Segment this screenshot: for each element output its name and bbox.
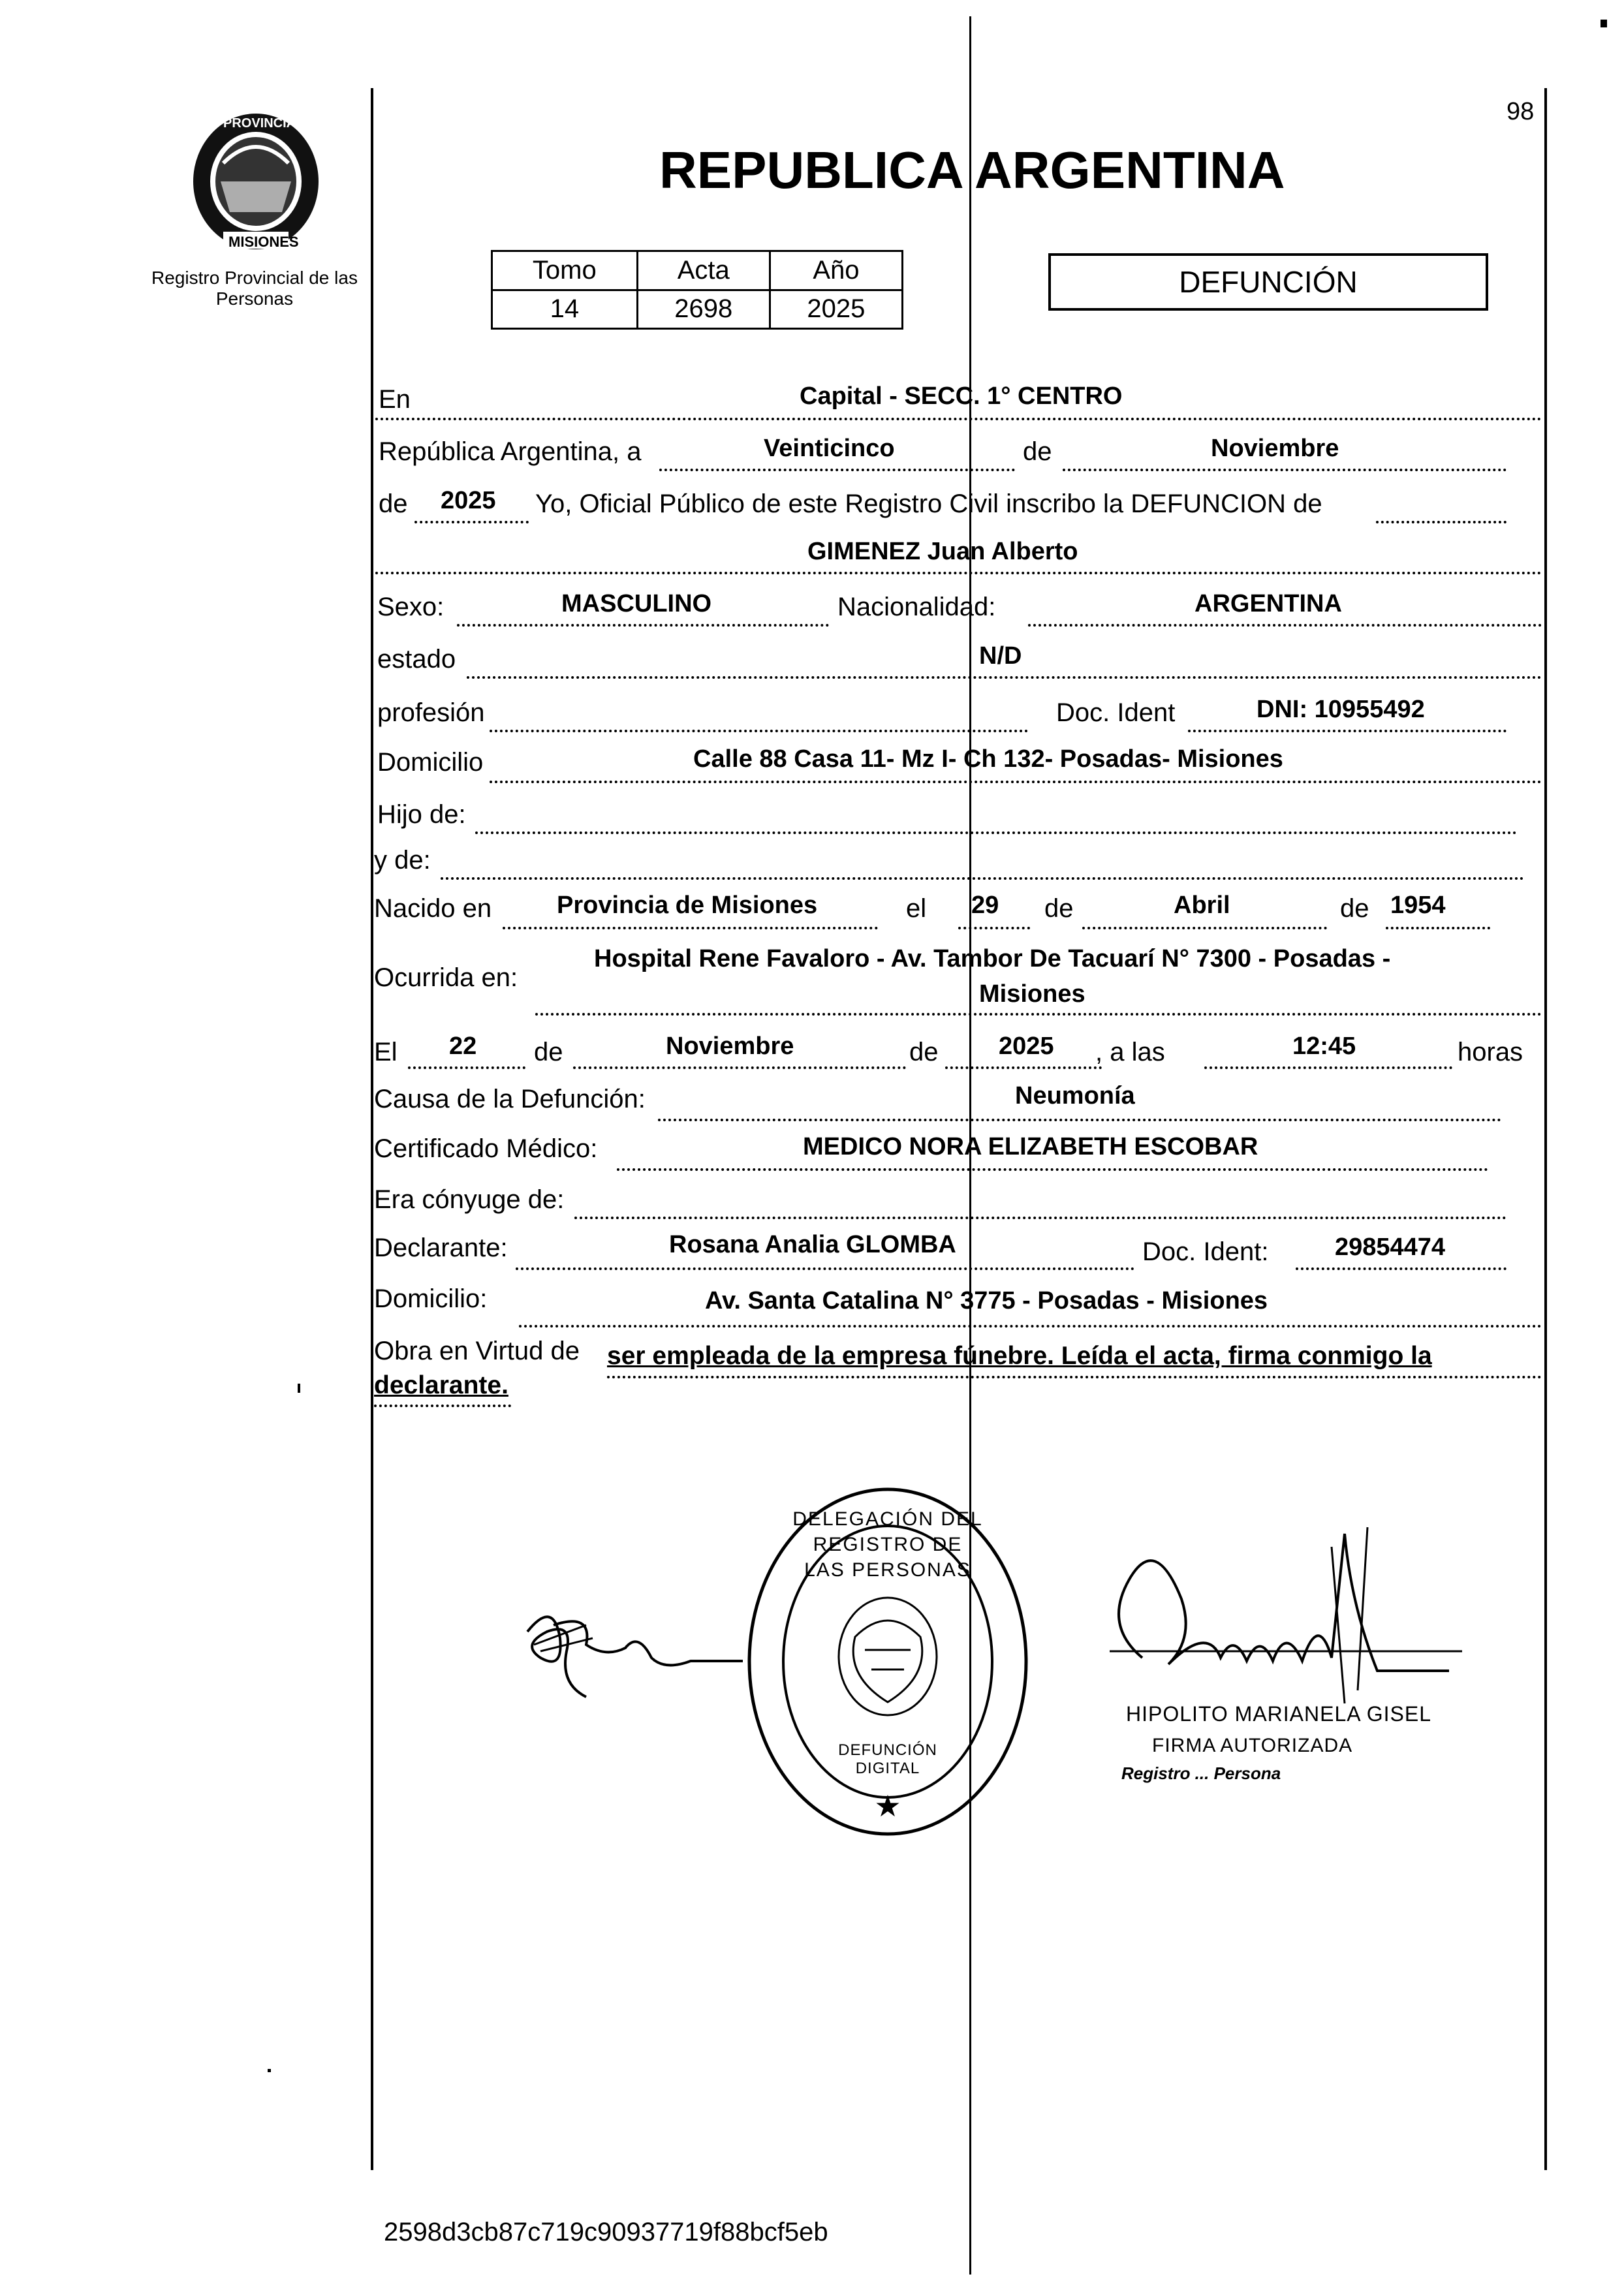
year-prefix-label: de [379,489,408,518]
dotted-line [574,1217,1507,1219]
signer-role: FIRMA AUTORIZADA [1152,1735,1353,1756]
dotted-line [475,831,1517,834]
dotted-line [535,1013,1542,1016]
doc-ident2-label: Doc. Ident: [1142,1237,1269,1266]
birth-day-value: 29 [971,892,999,919]
ocurrida-label: Ocurrida en: [374,963,518,992]
causa-value: Neumonía [1015,1082,1135,1110]
horas-label: horas [1458,1038,1523,1066]
dotted-line [573,1066,906,1069]
birth-year-value: 1954 [1390,892,1446,919]
registry-logo [184,104,328,256]
header-acta: Acta [637,251,770,290]
registry-name: Registro Provincial de las Personas [151,268,358,309]
de4-label: de [534,1038,563,1066]
nacionalidad-value: ARGENTINA [1195,590,1342,617]
estado-value: N/D [979,642,1022,670]
hijo-label: Hijo de: [377,800,466,829]
sexo-label: Sexo: [377,593,445,621]
declarante-label: Declarante: [374,1234,508,1262]
dotted-line [375,418,1542,420]
domicilio2-value: Av. Santa Catalina N° 3775 - Posadas - Misiones [705,1287,1268,1314]
nacido-value: Provincia de Misiones [557,892,818,919]
footer-hash: 2598d3cb87c719c90937719f88bcf5eb [384,2218,828,2246]
signer-name: HIPOLITO MARIANELA GISEL [1126,1702,1431,1726]
dotted-line [490,781,1542,783]
header-anio: Año [770,251,902,290]
dotted-line [516,1267,1134,1270]
seal-outer-text: DELEGACIÓN DEL REGISTRO DE LAS PERSONAS [792,1508,983,1581]
doc-ident-label: Doc. Ident [1056,698,1176,727]
dotted-line [414,521,529,523]
el2-label: El [374,1038,398,1066]
ocurrida-line1: Hospital Rene Favaloro - Av. Tambor De Tacuarí N° 7300 - Posadas - [594,945,1391,972]
yde-label: y de: [374,846,431,875]
doc-ident-value: DNI: 10955492 [1257,696,1425,723]
death-day-value: 22 [449,1033,477,1060]
corner-mark [1601,20,1607,27]
dotted-line [658,1119,1501,1121]
obra-label: Obra en Virtud de [374,1337,580,1365]
seal-inner-text: DEFUNCIÓN DIGITAL [838,1741,937,1777]
dotted-line [1028,624,1542,627]
dotted-line [374,1405,511,1407]
dotted-line [457,624,829,627]
birth-month-value: Abril [1174,892,1230,919]
right-signature [1070,1508,1462,1723]
dotted-line [1204,1066,1452,1069]
dotted-line [503,927,878,929]
dotted-line [617,1168,1488,1171]
dotted-line [467,676,1542,679]
domicilio-value: Calle 88 Casa 11- Mz I- Ch 132- Posadas- Misiones [693,745,1283,773]
domicilio2-label: Domicilio: [374,1284,488,1313]
inscribo-text: Yo, Oficial Público de este Registro Civil inscribo la DEFUNCION de [535,489,1322,518]
ocurrida-line2: Misiones [979,980,1085,1008]
en-label: En [379,385,411,414]
alas-label: , a las [1095,1038,1165,1066]
logo-text-top: PROVINCIA DE [223,116,317,131]
left-margin-line [371,88,373,2170]
declarante-value: Rosana Analia GLOMBA [669,1231,956,1258]
record-table [491,250,903,330]
dotted-line [441,877,1524,880]
dotted-line [1296,1267,1507,1270]
logo-text-bottom: MISIONES [228,234,299,250]
obra-value-line1: ser empleada de la empresa fúnebre. Leída el acta, firma conmigo la [607,1342,1432,1370]
dotted-line [1386,927,1490,929]
dotted-line [408,1066,525,1069]
value-anio: 2025 [770,290,902,329]
dotted-line [1063,469,1507,471]
page-title: REPUBLICA ARGENTINA [659,141,1285,199]
dotted-line [375,572,1542,574]
certificado-label: Certificado Médico: [374,1134,598,1163]
dotted-line [958,927,1030,929]
en-value: Capital - SECC. 1° CENTRO [800,382,1123,410]
dotted-line [607,1376,1542,1378]
dotted-line [945,1066,1102,1069]
value-tomo: 14 [492,290,638,329]
page-number: 98 [1507,98,1535,125]
deceased-name-value: GIMENEZ Juan Alberto [807,538,1078,565]
nacionalidad-label: Nacionalidad: [837,593,996,621]
de-label: de [1023,437,1052,466]
dotted-line [659,469,1015,471]
republica-label: República Argentina, a [379,437,642,466]
dotted-line [490,730,1028,732]
de5-label: de [909,1038,939,1066]
death-time-value: 12:45 [1292,1033,1356,1060]
death-year-value: 2025 [999,1033,1054,1060]
de3-label: de [1340,894,1369,923]
svg-text:★: ★ [874,1788,901,1824]
document-type-box [1048,253,1488,311]
dotted-line [519,1325,1542,1328]
nacido-label: Nacido en [374,894,492,923]
document-type: DEFUNCIÓN [1179,265,1358,299]
day-words-value: Veinticinco [764,435,895,462]
header-tomo: Tomo [492,251,638,290]
month-value: Noviembre [1211,435,1339,462]
dotted-line [1082,927,1327,929]
registry-seal [741,1480,1035,1843]
left-signature [514,1586,749,1710]
conyuge-label: Era cónyuge de: [374,1185,565,1214]
profesion-label: profesión [377,698,485,727]
doc-ident2-value: 29854474 [1335,1234,1446,1261]
de2-label: de [1044,894,1074,923]
right-margin-line [1544,88,1547,2170]
signer-registry: Registro ... Persona [1121,1763,1281,1783]
dotted-line [1188,730,1507,732]
stray-mark [298,1384,300,1393]
estado-label: estado [377,645,456,674]
causa-label: Causa de la Defunción: [374,1085,646,1113]
certificado-value: MEDICO NORA ELIZABETH ESCOBAR [803,1133,1258,1160]
domicilio-label: Domicilio [377,748,484,777]
el-label: el [906,894,927,923]
stray-mark [268,2069,271,2072]
death-month-value: Noviembre [666,1033,794,1060]
dotted-line [1376,521,1507,523]
value-acta: 2698 [637,290,770,329]
year-value: 2025 [441,487,496,514]
sexo-value: MASCULINO [561,590,712,617]
obra-value-line2: declarante. [374,1371,508,1399]
